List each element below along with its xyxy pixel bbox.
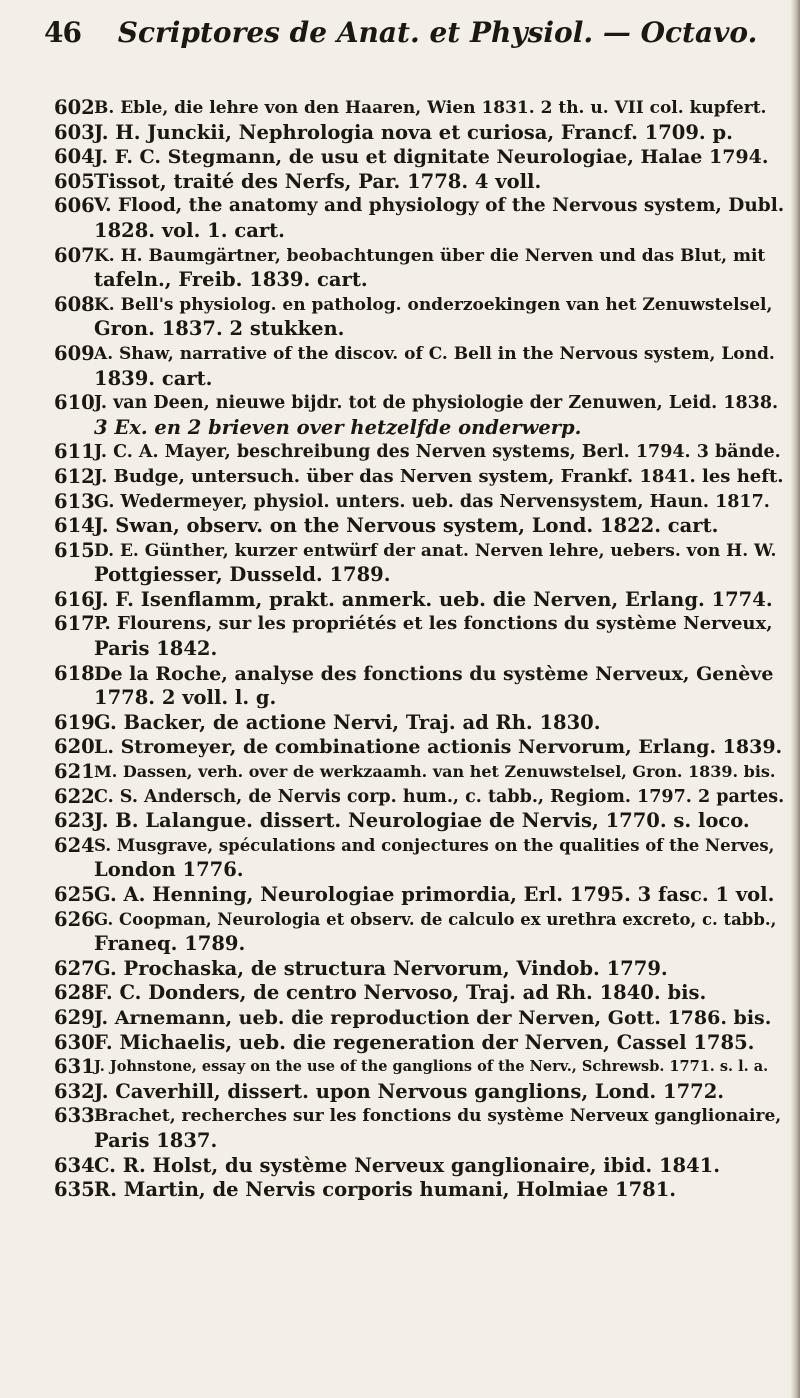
entry-number: 634 (54, 1153, 95, 1177)
entry-number: 614 (54, 514, 95, 538)
catalogue-entry (0, 809, 790, 834)
catalogue-entry (0, 465, 790, 490)
entry-text: 1828. vol. 1. cart. (94, 218, 285, 242)
entry-number: 625 (54, 883, 95, 906)
entry-text: Paris 1837. (94, 1128, 218, 1152)
entry-text: Pottgiesser, Dusseld. 1789. (94, 563, 391, 587)
entry-text: G. Wedermeyer, physiol. unters. ueb. das Nervensystem, Haun. 1817. (94, 491, 770, 512)
catalogue-entry-continuation (0, 416, 790, 441)
entry-text: J. C. A. Mayer, beschreibung des Nerven systems, Berl. 1794. 3 bände. (94, 442, 781, 463)
catalogue-entry-continuation (0, 858, 790, 883)
entry-text: 1778. 2 voll. l. g. (94, 686, 277, 710)
running-title: Scriptores de Anat. et Physiol. — Octavo. (117, 16, 758, 49)
entry-text: G. Backer, de actione Nervi, Traj. ad Rh. 1830. (94, 710, 601, 734)
catalogue-entry (0, 735, 790, 760)
catalogue-entry (0, 883, 790, 908)
entry-number: 609 (54, 341, 95, 365)
entry-number: 603 (54, 120, 95, 144)
catalogue-entry (0, 834, 790, 859)
catalogue-entry-continuation (0, 268, 790, 293)
entry-text: L. Stromeyer, de combinatione actionis Nervorum, Erlang. 1839. (94, 736, 783, 759)
entry-number: 608 (54, 292, 95, 316)
entry-number: 632 (54, 1079, 95, 1103)
catalogue-entry (0, 170, 790, 195)
entry-text: J. Johnstone, essay on the use of the ganglions of the Nerv., Schrewsb. 1771. s. l. a. (94, 1058, 769, 1076)
catalogue-entry-continuation (0, 367, 790, 392)
entry-number: 610 (54, 391, 95, 415)
entry-text: 3 Ex. en 2 brieven over hetzelfde onderwerp. (94, 415, 582, 439)
entry-text: Brachet, recherches sur les fonctions du système Nerveux ganglionaire, (94, 1106, 782, 1127)
catalogue-entry (0, 957, 790, 982)
entry-number: 617 (54, 612, 95, 636)
catalogue-entry (0, 145, 790, 170)
entry-number: 630 (54, 1030, 95, 1054)
entry-text: F. Michaelis, ueb. die regeneration der Nerven, Cassel 1785. (94, 1030, 755, 1054)
entry-text: V. Flood, the anatomy and physiology of the Nervous system, Dubl. (94, 195, 785, 217)
entry-text: Paris 1842. (94, 637, 218, 661)
entry-number: 620 (54, 735, 95, 759)
entry-number: 605 (54, 169, 95, 193)
catalogue-entry (0, 293, 790, 318)
entry-number: 627 (54, 956, 95, 980)
entry-text: B. Eble, die lehre von den Haaren, Wien 1831. 2 th. u. VII col. kupfert. (94, 98, 767, 118)
entry-number: 611 (54, 440, 95, 464)
catalogue-entry (0, 711, 790, 736)
catalogue-entry (0, 490, 790, 515)
page-header (44, 8, 758, 58)
catalogue-entry (0, 1104, 790, 1129)
catalogue-entry (0, 440, 790, 465)
entry-number: 633 (54, 1104, 95, 1128)
catalogue-entry-continuation (0, 1129, 790, 1154)
entry-text: J. H. Junckii, Nephrologia nova et curiosa, Francf. 1709. p. (94, 120, 733, 144)
entry-text: J. Caverhill, dissert. upon Nervous ganglions, Lond. 1772. (94, 1079, 725, 1103)
entry-text: F. C. Donders, de centro Nervoso, Traj. ad Rh. 1840. bis. (94, 981, 707, 1005)
entry-number: 618 (54, 661, 95, 685)
entry-number: 604 (54, 145, 95, 169)
entry-text: G. A. Henning, Neurologiae primordia, Erl. 1795. 3 fasc. 1 vol. (94, 883, 775, 906)
entry-text: K. H. Baumgärtner, beobachtungen über die Nerven und das Blut, mit (94, 245, 766, 266)
entry-number: 629 (54, 1005, 95, 1029)
catalogue-entry (0, 514, 790, 539)
entry-text: S. Musgrave, spéculations and conjectures on the qualities of the Nerves, (94, 835, 775, 855)
entry-text: K. Bell's physiolog. en patholog. onderzoekingen van het Zenuwstelsel, (94, 294, 773, 315)
catalogue-entry-continuation (0, 932, 790, 957)
entry-number: 631 (54, 1055, 95, 1079)
catalogue-entry (0, 96, 790, 121)
page-number: 46 (44, 16, 81, 49)
catalogue-entry (0, 588, 790, 613)
entry-text: London 1776. (94, 858, 244, 882)
entry-text: 1839. cart. (94, 366, 213, 390)
entry-text: M. Dassen, verh. over de werkzaamh. van het Zenuwstelsel, Gron. 1839. bis. (94, 762, 776, 782)
catalogue-entry (0, 121, 790, 146)
catalogue-entry (0, 662, 790, 687)
catalogue-entry (0, 194, 790, 219)
entry-number: 621 (54, 760, 95, 784)
catalogue-entry (0, 760, 790, 785)
entry-text: J. van Deen, nieuwe bijdr. tot de physiologie der Zenuwen, Leid. 1838. (94, 393, 779, 414)
entry-text: J. Arnemann, ueb. die reproduction der Nerven, Gott. 1786. bis. (94, 1006, 772, 1029)
catalogue-entry (0, 785, 790, 810)
catalogue-entry (0, 244, 790, 269)
entry-text: A. Shaw, narrative of the discov. of C. Bell in the Nervous system, Lond. (94, 343, 775, 364)
page-edge (790, 0, 800, 1398)
entry-text: J. F. C. Stegmann, de usu et dignitate Neurologiae, Halae 1794. (94, 146, 769, 169)
entry-text: C. R. Holst, du système Nerveux ganglionaire, ibid. 1841. (94, 1153, 721, 1177)
entry-number: 612 (54, 464, 95, 488)
entry-text: J. Budge, untersuch. über das Nerven system, Frankf. 1841. les heft. (94, 465, 784, 487)
catalogue-entry (0, 1006, 790, 1031)
catalogue-entry (0, 612, 790, 637)
entry-number: 635 (54, 1178, 95, 1202)
catalogue-entry-continuation (0, 563, 790, 588)
catalogue-entry (0, 391, 790, 416)
entry-text: De la Roche, analyse des fonctions du système Nerveux, Genève (94, 662, 774, 685)
entry-number: 613 (54, 489, 95, 513)
catalogue-entry (0, 1031, 790, 1056)
entry-number: 602 (54, 96, 95, 119)
catalogue-entry (0, 981, 790, 1006)
entry-number: 619 (54, 710, 95, 734)
catalogue-entry-continuation (0, 686, 790, 711)
catalogue-entry (0, 1055, 790, 1080)
entry-text: G. Coopman, Neurologia et observ. de calculo ex urethra excreto, c. tabb., (94, 909, 777, 929)
entry-number: 615 (54, 538, 95, 562)
entry-number: 606 (54, 194, 95, 218)
entry-number: 607 (54, 243, 95, 267)
entry-text: tafeln., Freib. 1839. cart. (94, 268, 368, 292)
entry-number: 628 (54, 981, 95, 1005)
entry-text: Franeq. 1789. (94, 932, 246, 956)
entry-text: C. S. Andersch, de Nervis corp. hum., c. tabb., Regiom. 1797. 2 partes. (94, 786, 785, 807)
catalogue-entry-continuation (0, 637, 790, 662)
entry-number: 616 (54, 587, 95, 611)
entry-text: D. E. Günther, kurzer entwürf der anat. Nerven lehre, uebers. von H. W. (94, 540, 777, 561)
catalogue-entry (0, 539, 790, 564)
entry-text: J. F. Isenflamm, prakt. anmerk. ueb. die Nerven, Erlang. 1774. (94, 587, 773, 611)
entry-text: R. Martin, de Nervis corporis humani, Holmiae 1781. (94, 1178, 677, 1202)
entry-text: J. Swan, observ. on the Nervous system, Lond. 1822. cart. (94, 514, 719, 538)
catalogue-entry (0, 1178, 790, 1203)
entry-list (0, 96, 790, 1203)
catalogue-entry (0, 908, 790, 933)
entry-number: 623 (54, 809, 95, 833)
entry-number: 622 (54, 784, 95, 808)
catalogue-entry (0, 342, 790, 367)
entry-number: 624 (54, 833, 95, 857)
entry-text: J. B. Lalangue. dissert. Neurologiae de Nervis, 1770. s. loco. (94, 809, 750, 833)
entry-number: 626 (54, 907, 95, 931)
entry-text: Tissot, traité des Nerfs, Par. 1778. 4 voll. (94, 169, 542, 193)
entry-text: G. Prochaska, de structura Nervorum, Vindob. 1779. (94, 956, 668, 980)
entry-text: Gron. 1837. 2 stukken. (94, 317, 345, 341)
entry-text: P. Flourens, sur les propriétés et les fonctions du système Nerveux, (94, 613, 773, 635)
catalogue-entry-continuation (0, 317, 790, 342)
catalogue-entry-continuation (0, 219, 790, 244)
catalogue-entry (0, 1154, 790, 1179)
catalogue-entry (0, 1080, 790, 1105)
